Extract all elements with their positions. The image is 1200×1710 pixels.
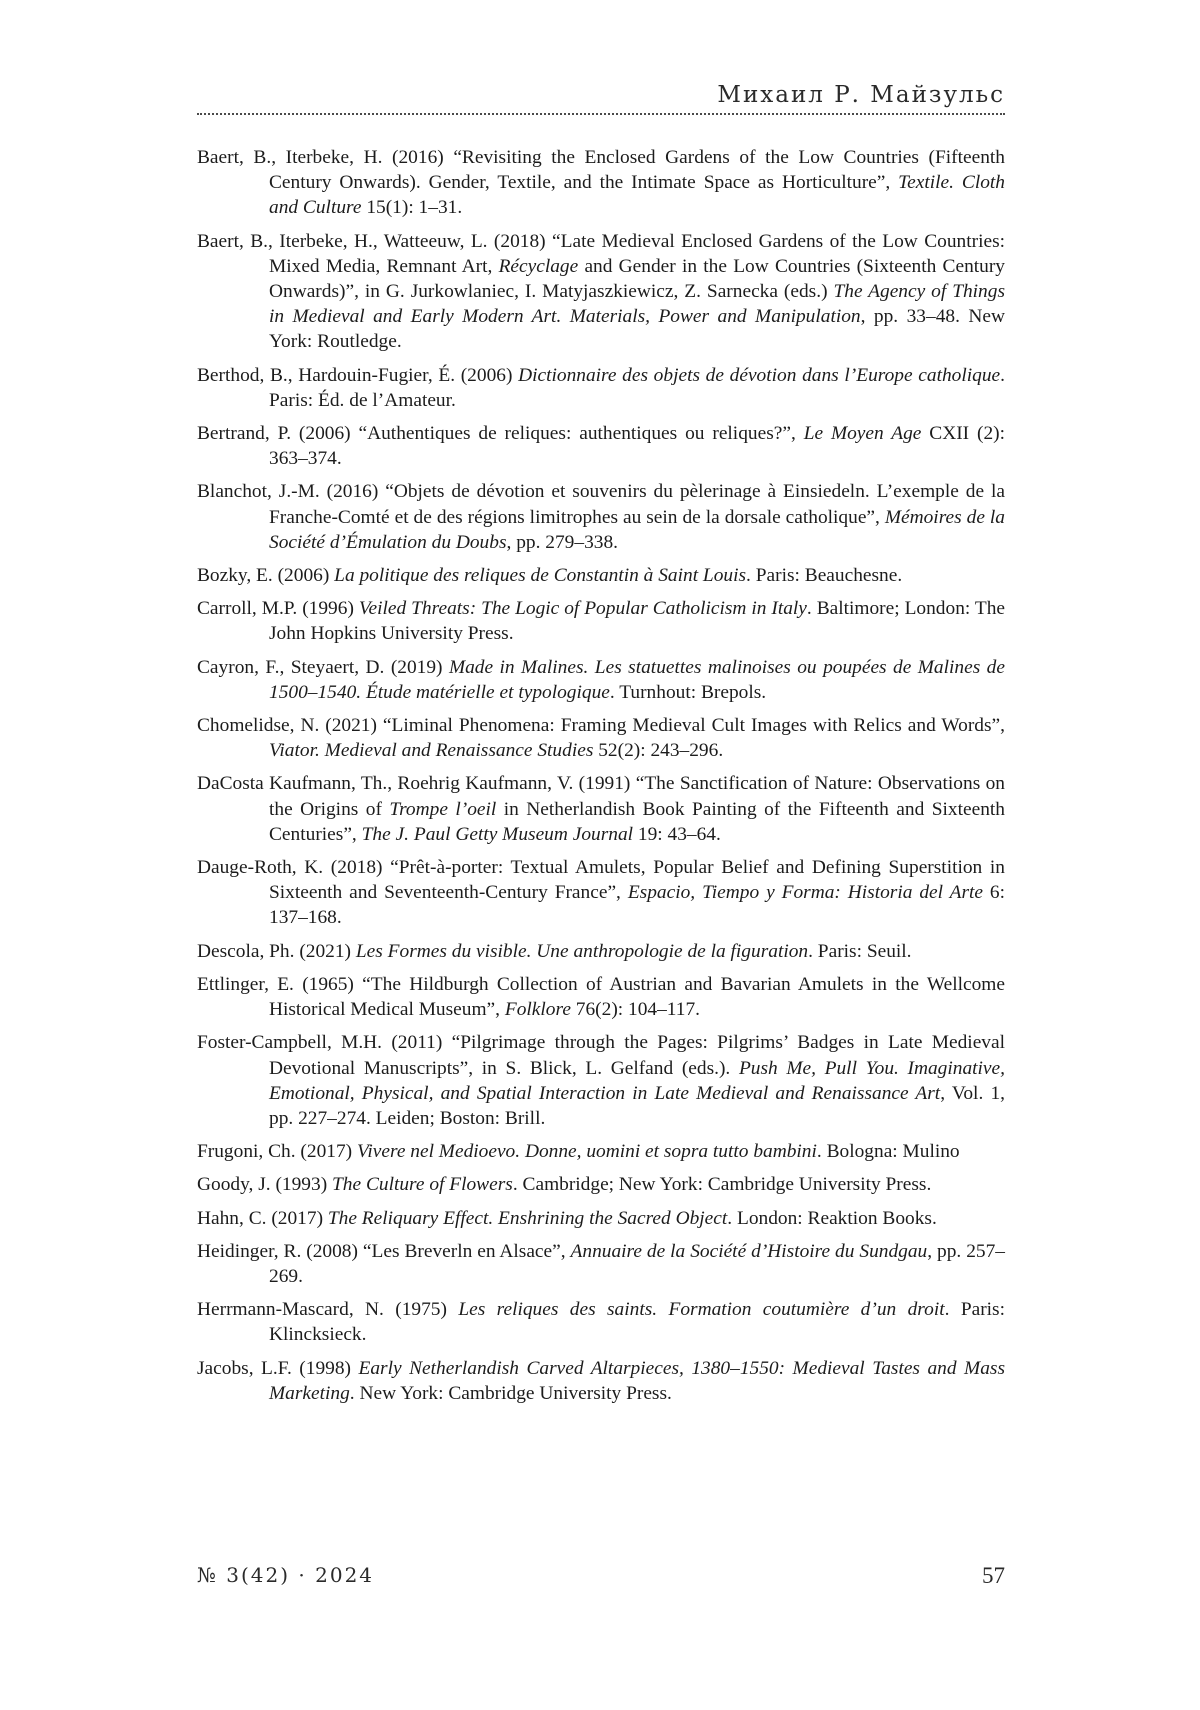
reference-text: , pp. 279–338. — [506, 531, 618, 553]
reference-entry — [197, 1297, 1005, 1347]
reference-title-italic: Dictionnaire des objets de dévotion dans l’Europe catholique — [518, 364, 1001, 386]
reference-text: in Netherlandish Book Painting of the Fifteenth and Sixteenth Centuries”, — [269, 798, 1006, 845]
reference-text: Cayron, F., Steyaert, D. (2019) — [197, 656, 449, 678]
reference-text: 15(1): 1–31. — [361, 197, 463, 219]
reference-entry — [197, 479, 1005, 555]
reference-entry — [197, 972, 1005, 1022]
reference-text: . Turnhout: Brepols. — [609, 681, 767, 703]
reference-title-italic: Trompe l’oeil — [389, 798, 497, 820]
reference-text: . Baltimore; London: The John Hopkins University Press. — [269, 598, 1005, 645]
reference-title-italic: Le Moyen Age — [803, 423, 922, 445]
reference-text: . New York: Cambridge University Press. — [349, 1382, 672, 1404]
reference-title-italic: Textile. Cloth and Culture — [269, 172, 1006, 219]
reference-entry — [197, 1206, 1005, 1231]
reference-text: . Paris: Éd. de l’Amateur. — [269, 364, 1005, 411]
reference-title-italic: Veiled Threats: The Logic of Popular Catholicism in Italy — [358, 598, 807, 620]
reference-text: , pp. 33–48. New York: Routledge. — [269, 306, 1005, 353]
reference-text: and Gender in the Low Countries (Sixteenth Century Onwards)”, in G. Jurkowlaniec, I. Matyjaszkiewicz, Z. Sarnecka (eds.) — [269, 255, 1005, 303]
reference-entry — [197, 1172, 1005, 1197]
reference-text: Bertrand, P. (2006) “Authentiques de reliques: authentiques ou reliques?”, — [197, 423, 804, 445]
reference-text: Bozky, E. (2006) — [197, 565, 335, 587]
reference-title-italic: Viator. Medieval and Renaissance Studies — [269, 740, 594, 762]
reference-entry — [197, 1239, 1005, 1289]
reference-title-italic: Mémoires de la Société d’Émulation du Doubs — [269, 506, 1005, 553]
reference-entry — [197, 1356, 1005, 1406]
reference-text: Heidinger, R. (2008) “Les Breverln en Alsace”, — [197, 1240, 571, 1262]
page-number: 57 — [982, 1563, 1005, 1588]
reference-text: Hahn, C. (2017) — [197, 1207, 328, 1229]
reference-title-italic: La politique des reliques de Constantin à Saint Louis — [334, 565, 747, 587]
reference-entry — [197, 229, 1005, 355]
reference-text: . Paris: Seuil. — [808, 940, 912, 962]
reference-title-italic: Made in Malines. Les statuettes malinoises ou poupées de Malines de 1500–1540. Étude matérielle et typologique — [269, 656, 1005, 703]
reference-entry — [197, 855, 1005, 931]
reference-text: Baert, B., Iterbeke, H. (2016) “Revisiting the Enclosed Gardens of the Low Countries (Fifteenth Century Onwards). Gender, Textile, and the Intimate Space as Horticulture”, — [197, 147, 1005, 194]
reference-text: 6: 137–168. — [269, 882, 1005, 929]
reference-title-italic: Les Formes du visible. Une anthropologie de la figuration — [355, 940, 809, 962]
reference-text: Foster-Campbell, M.H. (2011) “Pilgrimage through the Pages: Pilgrims’ Badges in Late Medieval Devotional Manuscripts”, in S. Blick, L. Gelfand (eds.). — [197, 1032, 1005, 1079]
reference-entry — [197, 563, 1005, 588]
reference-text: Berthod, B., Hardouin-Fugier, É. (2006) — [197, 364, 519, 386]
reference-title-italic: Early Netherlandish Carved Altarpieces, 1380–1550: Medieval Tastes and Mass Marketing — [269, 1357, 1005, 1404]
reference-entry — [197, 145, 1005, 221]
reference-title-italic: Push Me, Pull You. Imaginative, Emotional, Physical, and Spatial Interaction in Late Medieval and Renaissance Art — [269, 1057, 1005, 1104]
reference-text: Jacobs, L.F. (1998) — [197, 1357, 359, 1379]
footer-issue-number: № 3(42) · 2024 — [197, 1563, 375, 1587]
reference-text: . London: Reaktion Books. — [727, 1207, 937, 1229]
reference-title-italic: Vivere nel Medioevo. Donne, uomini et sopra tutto bambini — [356, 1141, 817, 1163]
reference-text: CXII (2): 363–374. — [269, 423, 1005, 470]
reference-entry — [197, 655, 1005, 705]
reference-text: Dauge-Roth, K. (2018) “Prêt-à-porter: Textual Amulets, Popular Belief and Defining Superstition in Sixteenth and Seventeenth-Century France”, — [197, 857, 1005, 904]
reference-entry — [197, 771, 1005, 847]
reference-text: . Paris: Beauchesne. — [746, 565, 903, 587]
reference-text: 52(2): 243–296. — [593, 740, 724, 762]
reference-entry — [197, 1139, 1005, 1164]
reference-title-italic: The Reliquary Effect. Enshrining the Sacred Object — [327, 1207, 728, 1229]
reference-text: Baert, B., Iterbeke, H., Watteeuw, L. (2018) “Late Medieval Enclosed Gardens of the Low Countries: Mixed Media, Remnant Art, — [197, 230, 1005, 277]
reference-entry — [197, 713, 1005, 763]
reference-title-italic: Folklore — [504, 999, 571, 1021]
reference-list — [197, 145, 1005, 1414]
reference-text: . Cambridge; New York: Cambridge University Press. — [512, 1174, 932, 1196]
reference-title-italic: The J. Paul Getty Museum Journal — [361, 823, 634, 845]
reference-text: . Bologna: Mulino — [816, 1141, 960, 1163]
reference-text: 76(2): 104–117. — [570, 999, 701, 1021]
reference-text: Herrmann-Mascard, N. (1975) — [197, 1299, 459, 1321]
running-head-author: Михаил Р. Майзульс — [717, 82, 1005, 108]
reference-title-italic: Annuaire de la Société d’Histoire du Sundgau — [570, 1240, 928, 1262]
reference-title-italic: The Agency of Things in Medieval and Early Modern Art. Materials, Power and Manipulation — [269, 281, 1005, 328]
reference-title-italic: The Culture of Flowers — [332, 1174, 513, 1196]
header-dotted-rule — [197, 113, 1005, 115]
reference-text: Goody, J. (1993) — [197, 1174, 333, 1196]
reference-text: Carroll, M.P. (1996) — [197, 598, 359, 620]
reference-text: Chomelidse, N. (2021) “Liminal Phenomena: Framing Medieval Cult Images with Relics and Words”, — [197, 715, 1005, 737]
reference-entry — [197, 421, 1005, 471]
reference-text: Blanchot, J.-M. (2016) “Objets de dévotion et souvenirs du pèlerinage à Einsiedeln. L’exemple de la Franche-Comté et de des régions limitrophes au sein de la dorsale catholique”, — [197, 481, 1005, 528]
reference-entry — [197, 363, 1005, 413]
reference-text: , pp. 257–269. — [269, 1240, 1005, 1287]
reference-text: Frugoni, Ch. (2017) — [197, 1141, 357, 1163]
reference-text: 19: 43–64. — [633, 823, 721, 845]
reference-text: , Vol. 1, pp. 227–274. Leiden; Boston: Brill. — [269, 1082, 1005, 1129]
reference-entry — [197, 596, 1005, 646]
reference-title-italic: Récyclage — [498, 255, 579, 277]
reference-text: Ettlinger, E. (1965) “The Hildburgh Collection of Austrian and Bavarian Amulets in the Wellcome Historical Medical Museum”, — [197, 973, 1005, 1021]
reference-title-italic: Espacio, Tiempo y Forma: Historia del Arte — [627, 882, 983, 904]
reference-text: DaCosta Kaufmann, Th., Roehrig Kaufmann, V. (1991) “The Sanctification of Nature: Observations on the Origins of — [197, 773, 1005, 820]
reference-text: Descola, Ph. (2021) — [197, 940, 356, 962]
reference-text: . Paris: Klincksieck. — [269, 1299, 1005, 1346]
reference-entry — [197, 1030, 1005, 1131]
reference-title-italic: Les reliques des saints. Formation coutumière d’un droit — [458, 1299, 945, 1321]
reference-entry — [197, 939, 1005, 964]
